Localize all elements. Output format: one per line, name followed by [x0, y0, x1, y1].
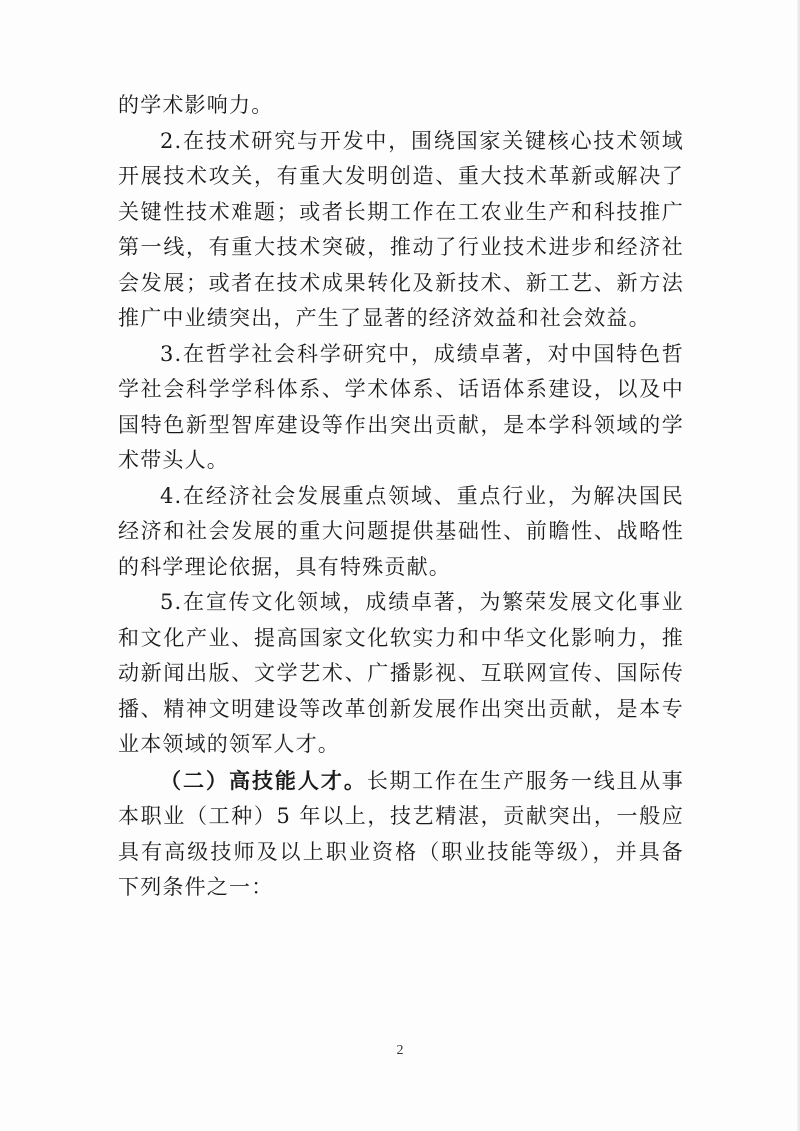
paragraph-item-5: 5.在宣传文化领域，成绩卓著，为繁荣发展文化事业和文化产业、提高国家文化软实力和中华文化影响力，推动新闻出版、文学艺术、广播影视、互联网宣传、国际传播、精神文明建设等改革创新发展作出突出贡献，是本专业本领域的领军人才。 [118, 590, 684, 756]
paragraph-item-3: 3.在哲学社会科学研究中，成绩卓著，对中国特色哲学社会科学学科体系、学术体系、话语体系建设，以及中国特色新型智库建设等作出突出贡献，是本学科领域的学术带头人。 [118, 341, 684, 472]
section-two-heading: （二）高技能人才。 [160, 767, 367, 793]
paragraph-item-2: 2.在技术研究与开发中，围绕国家关键核心技术领域开展技术攻关，有重大发明创造、重大技术革新或解决了关键性技术难题；或者长期工作在工农业生产和科技推广第一线，有重大技术突破，推动了行业技术进步和经济社会发展；或者在技术成果转化及新技术、新工艺、新方法推广中业绩突出，产生了显著的经济效益和社会效益。 [118, 128, 684, 330]
paragraph-continuation: 的学术影响力。 [118, 93, 274, 117]
page-number: 2 [396, 1043, 404, 1058]
section-two-paragraph [118, 763, 684, 906]
paragraph-item-4: 4.在经济社会发展重点领域、重点行业，为解决国民经济和社会发展的重大问题提供基础性、前瞻性、战略性的科学理论依据，具有特殊贡献。 [118, 483, 684, 579]
section-two-body: 长期工作在生产服务一线且从事本职业（工种）5 年以上，技艺精湛，贡献突出，一般应具有高级技师及以上职业资格（职业技能等级），并具备下列条件之一： [118, 768, 684, 899]
document-body [118, 88, 684, 906]
